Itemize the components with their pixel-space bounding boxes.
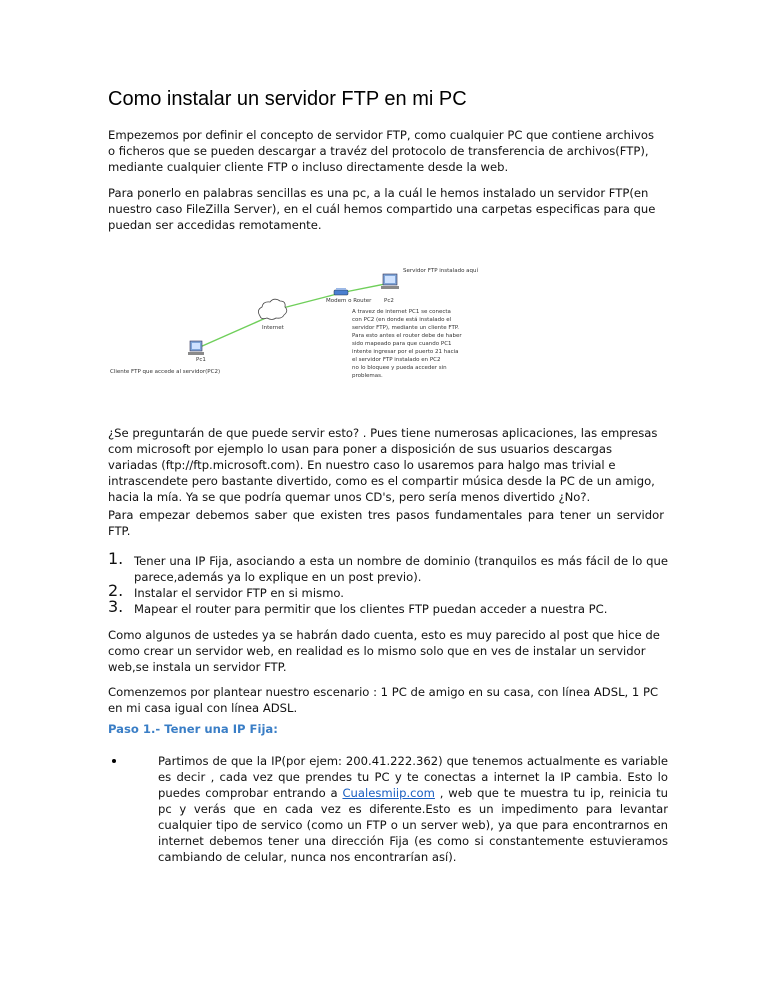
internet-label: Internet (262, 325, 284, 331)
note-line: A travez de internet PC1 se conecta (352, 309, 451, 315)
bullet-icon (112, 759, 116, 763)
step1-heading: Paso 1.- Tener una IP Fija: (108, 722, 278, 736)
step-text: Instalar el servidor FTP en si mismo. (134, 586, 344, 600)
definition-paragraph: Para ponerlo en palabras sencillas es una pc, a la cuál le hemos instalado un servidor FTP(en nuestro caso FileZilla Server), en el cuál hemos compartido una carpetas especificas para que puedan ser accedidas remotamente. (108, 186, 656, 232)
step-text: Tener una IP Fija, asociando a esta un nombre de dominio (tranquilos es más fácil de lo que parece,además ya lo explique en un post previo). (134, 554, 668, 584)
router-label: Modem o Router (326, 298, 372, 304)
step-number: 3. (108, 597, 124, 616)
steps-intro-paragraph: Para empezar debemos saber que existen tres pasos fundamentales para tener un servidor FTP. (108, 508, 664, 538)
pc1-label: Pc1 (196, 357, 206, 363)
pc1-computer-icon (188, 341, 204, 355)
step-text: Mapear el router para permitir que los clientes FTP puedan acceder a nuestra PC. (134, 602, 608, 616)
step1-text-after: , web que te muestra tu ip, reinicia tu pc y verás que en cada vez es diferente.Esto es un impedimento para levantar cualquier tipo de servico (como un FTP o un server web), ya que para encontrarnos en internet debemos tener una dirección Fija (es como si constantemente estuvieramos cambiando de celular, nunca nos encontrarían así). (158, 786, 668, 864)
router-icon (334, 288, 348, 295)
page-title: Como instalar un servidor FTP en mi PC (108, 88, 467, 110)
server-label: Servidor FTP instalado aquí (403, 268, 479, 274)
list-item (108, 597, 668, 617)
note-line: sido mapeado para que cuando PC1 (352, 341, 452, 347)
client-label: Cliente FTP que accede al servidor(PC2) (110, 369, 221, 375)
steps-list (108, 549, 668, 617)
note-line: con PC2 (en donde está instalado el (352, 317, 452, 323)
internet-cloud-icon (258, 299, 286, 319)
note-line: problemas. (352, 373, 383, 379)
list-item (108, 549, 668, 585)
step1-text (158, 753, 668, 865)
diagram-note (352, 309, 462, 379)
cualesmiip-link[interactable]: Cualesmiip.com (342, 786, 435, 800)
step-number: 2. (108, 581, 124, 600)
intro-paragraph: Empezemos por definir el concepto de servidor FTP, como cualquier PC que contiene archivos o ficheros que se pueden descargar a travéz del protocolo de transferencia de archivos(FTP), mediante cualquier cliente FTP o incluso directamente desde la web. (108, 128, 655, 174)
link-pc1-internet (200, 317, 268, 347)
step-number: 1. (108, 549, 124, 568)
applications-paragraph: ¿Se preguntarán de que puede servir esto? . Pues tiene numerosas aplicaciones, las empresas com microsoft por ejemplo lo usan para poner a disposición de sus usuarios descargas variadas (ftp://ftp.microsoft.com). En nuestro caso lo usaremos para halgo mas trivial e intrascendete pero bastante divertido, como es el compartir música desde la PC de un amigo, hacia la mía. Ya se que podría quemar unos CD's, pero sería menos divertido ¿No?. (108, 426, 658, 504)
link-router-pc2 (345, 284, 385, 292)
note-line: Para esto antes el router debe de haber (352, 333, 462, 339)
note-line: el servidor FTP instalado en PC2 (352, 357, 441, 363)
comparison-paragraph: Como algunos de ustedes ya se habrán dado cuenta, esto es muy parecido al post que hice de como crear un servidor web, en realidad es lo mismo solo que en ves de instalar un servidor web,se instala un servidor FTP. (108, 628, 660, 674)
list-item (108, 581, 668, 601)
scenario-paragraph: Comenzemos por plantear nuestro escenario : 1 PC de amigo en su casa, con línea ADSL, 1 PC en mi casa igual con línea ADSL. (108, 685, 659, 715)
step1-text-before: Partimos de que la IP(por ejem: 200.41.222.362) que tenemos actualmente es variable es decir , cada vez que prendes tu PC y te conectas a internet la IP cambia. Esto lo puedes comprobar entrando a (158, 754, 668, 800)
pc2-server-icon (381, 274, 399, 289)
network-diagram (100, 262, 479, 392)
note-line: servidor FTP), mediante un cliente FTP. (352, 325, 460, 331)
note-line: intente ingresar por el puerto 21 hacia (352, 349, 459, 355)
step1-bullet (108, 753, 668, 865)
note-line: no lo bloquee y pueda acceder sin (352, 365, 447, 371)
pc2-label: Pc2 (384, 298, 394, 304)
